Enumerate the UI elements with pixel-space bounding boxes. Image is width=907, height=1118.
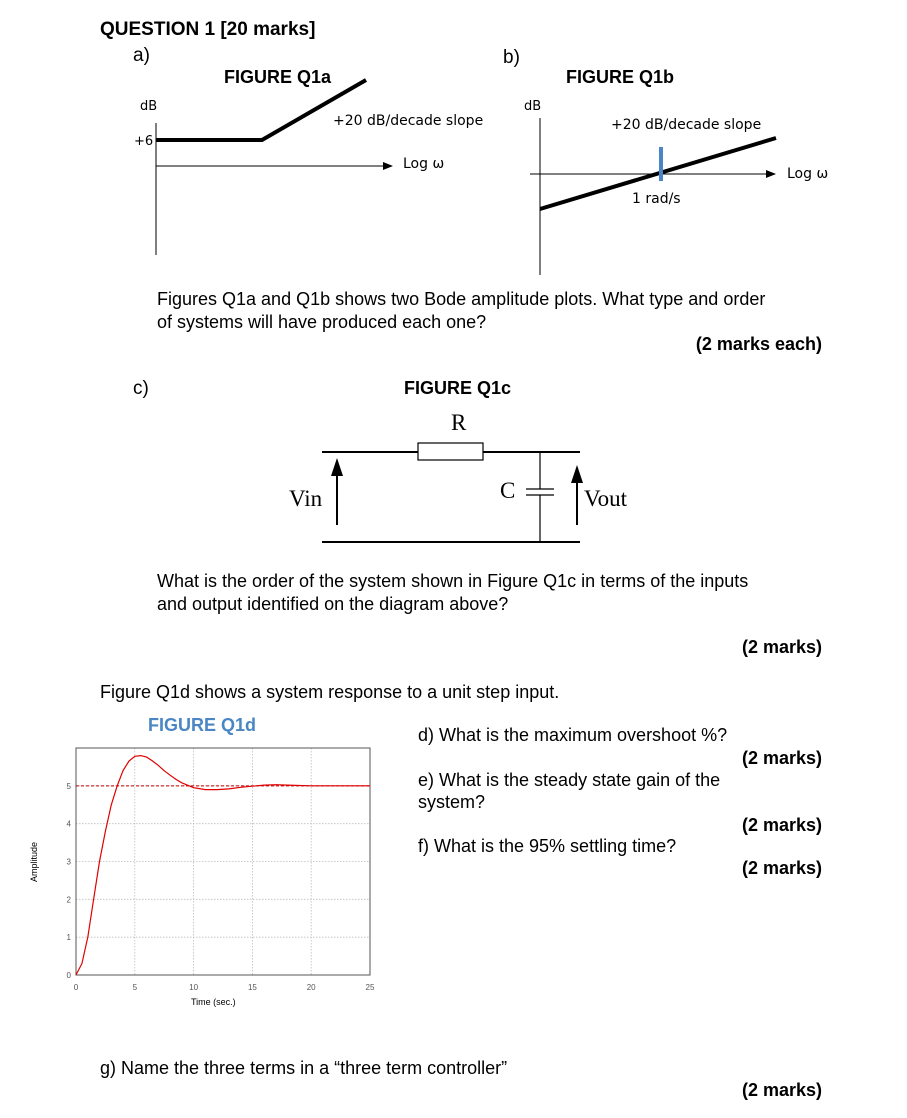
- q1f-marks: (2 marks): [741, 858, 822, 878]
- q1c-marks: (2 marks): [741, 637, 822, 657]
- chart-grid: [76, 748, 370, 975]
- y-tick-label: 0: [66, 971, 71, 980]
- q1g-question: g) Name the three terms in a “three term controller”: [100, 1058, 508, 1078]
- vin-label: Vin: [289, 486, 323, 511]
- chart-ticks: [67, 782, 375, 992]
- q1b-marker-label: 1 rad/s: [632, 191, 681, 207]
- question-title: QUESTION 1 [20 marks]: [100, 19, 316, 40]
- y-axis-label: Amplitude: [29, 841, 39, 883]
- x-tick-label: 5: [132, 983, 138, 992]
- q1a-x-axis-label: Log ω: [403, 156, 445, 172]
- q1c-question-line2: and output identified on the diagram above?: [157, 594, 509, 614]
- q1c-label: c): [133, 378, 149, 399]
- y-tick-label: 2: [66, 895, 71, 905]
- capacitor-label: C: [500, 478, 516, 503]
- x-tick-label: 10: [189, 983, 199, 992]
- q1g-marks: (2 marks): [741, 1080, 822, 1100]
- y-tick-label: 1: [66, 933, 71, 943]
- x-tick-label: 0: [73, 983, 79, 992]
- step-response-curve: [76, 756, 370, 975]
- q1a-level-label: +6: [134, 134, 154, 149]
- resistor-label: R: [451, 410, 467, 435]
- figure-q1d-title: FIGURE Q1d: [148, 715, 257, 735]
- x-tick-label: 20: [306, 983, 316, 992]
- q1e-question-line1: e) What is the steady state gain of the: [418, 770, 721, 790]
- y-tick-label: 4: [66, 819, 71, 829]
- q1d-intro: Figure Q1d shows a system response to a unit step input.: [100, 682, 560, 702]
- q1a-label: a): [133, 45, 150, 66]
- y-tick-label: 5: [66, 781, 71, 791]
- q1c-question-line1: What is the order of the system shown in Figure Q1c in terms of the inputs: [157, 571, 749, 591]
- q1e-marks: (2 marks): [741, 815, 822, 835]
- q1b-x-axis-label: Log ω: [787, 166, 829, 182]
- q1ab-question-line2: of systems will have produced each one?: [157, 312, 487, 332]
- q1f-question: f) What is the 95% settling time?: [418, 836, 677, 856]
- figure-q1b-title: FIGURE Q1b: [566, 67, 675, 87]
- x-tick-label: 15: [247, 983, 257, 992]
- figure-q1a-title: FIGURE Q1a: [224, 67, 332, 87]
- q1d-question: d) What is the maximum overshoot %?: [418, 725, 728, 745]
- vout-label: Vout: [584, 486, 628, 511]
- q1d-marks: (2 marks): [741, 748, 822, 768]
- q1b-label: b): [503, 47, 520, 68]
- figure-q1c-title: FIGURE Q1c: [404, 378, 512, 398]
- q1a-db-label: dB: [140, 99, 158, 114]
- q1b-slope-label: +20 dB/decade slope: [611, 117, 762, 133]
- q1b-db-label: dB: [524, 99, 542, 114]
- q1ab-question-line1: Figures Q1a and Q1b shows two Bode amplitude plots. What type and order: [157, 289, 766, 309]
- x-tick-label: 25: [365, 983, 375, 992]
- q1e-question-line2: system?: [418, 792, 486, 812]
- q1ab-marks: (2 marks each): [695, 334, 822, 354]
- y-tick-label: 3: [66, 857, 71, 867]
- x-axis-label: Time (sec.): [191, 997, 236, 1007]
- q1a-slope-label: +20 dB/decade slope: [333, 113, 484, 129]
